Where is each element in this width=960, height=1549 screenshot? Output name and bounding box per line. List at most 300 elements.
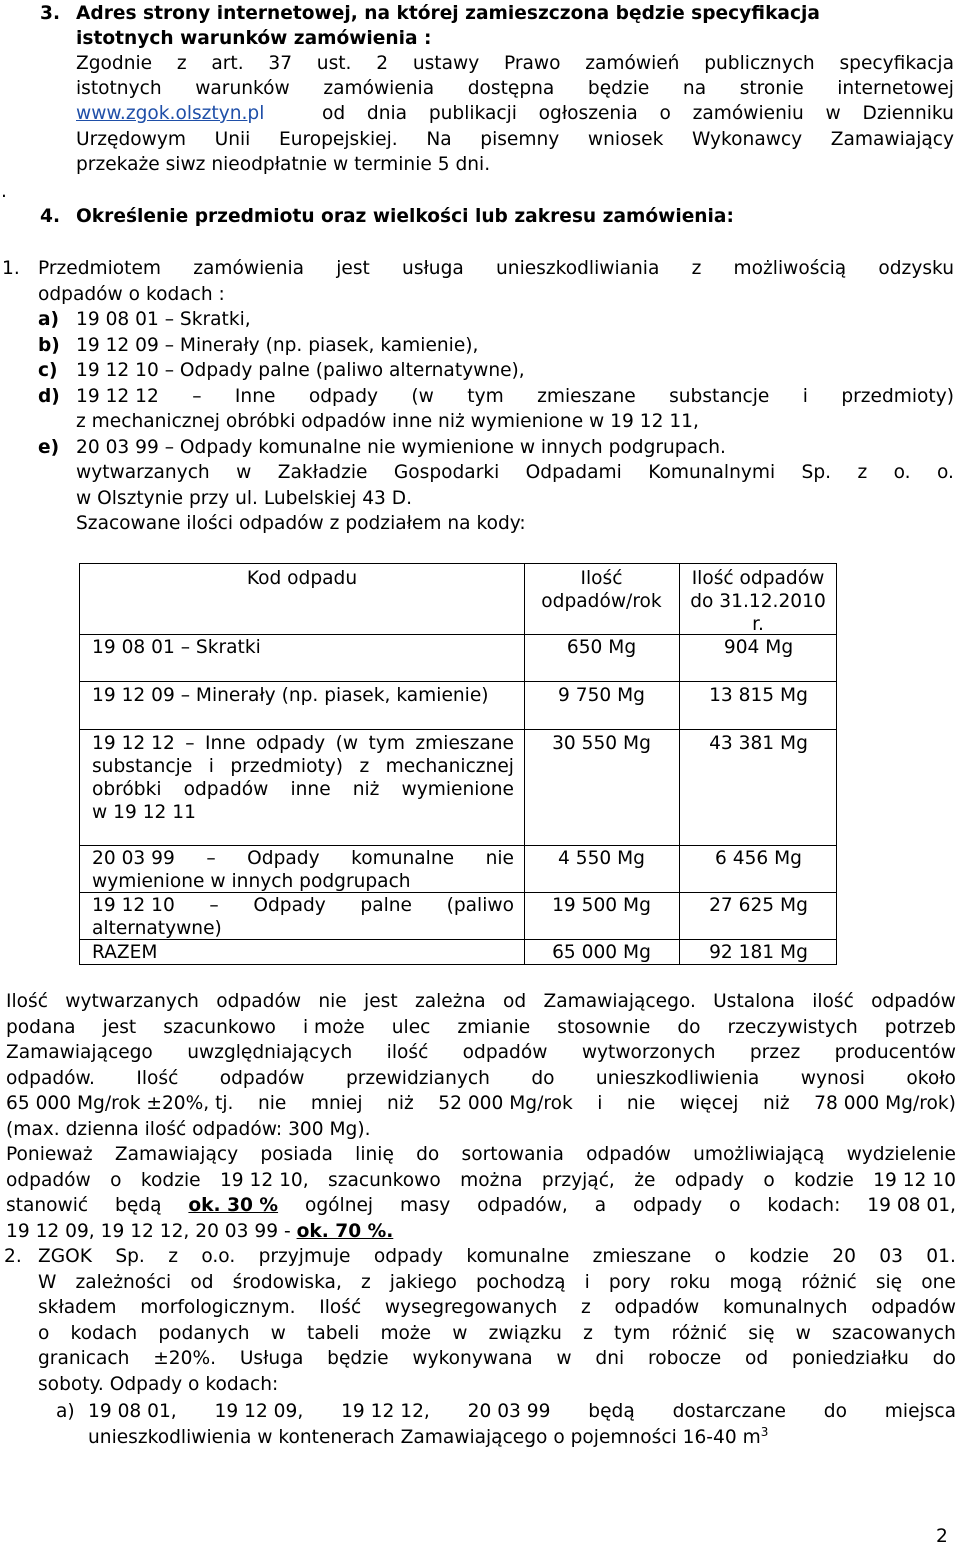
para-1-line6: (max. dzienna ilość odpadów: 300 Mg). <box>6 1119 371 1140</box>
page-number: 2 <box>936 1526 948 1547</box>
word: Ilość <box>136 1068 179 1089</box>
table-header-to-2010: Ilość odpadów do 31.12.2010 r. <box>690 568 826 635</box>
word: się <box>748 1323 775 1344</box>
word: Prawo <box>503 53 561 74</box>
word: odpadów, <box>477 1195 568 1216</box>
section-3-heading-line2: istotnych warunków zamówienia : <box>76 28 432 49</box>
word: 19 08 01, <box>88 1401 177 1422</box>
word: niż <box>387 1093 414 1114</box>
word: podanych <box>158 1323 250 1344</box>
word: z <box>583 1323 593 1344</box>
word: dni <box>595 1348 625 1369</box>
word: Dzienniku <box>862 103 954 124</box>
table-cell-to-2010: 13 815 Mg <box>709 685 808 706</box>
word: sortowania <box>461 1144 564 1165</box>
word: odzysku <box>878 258 954 279</box>
word: – <box>206 848 216 869</box>
word: komunalne <box>351 848 455 869</box>
word: 19 12 10, <box>219 1170 309 1191</box>
word: wytwarzanych <box>76 462 210 483</box>
word: nie <box>485 848 514 869</box>
item-2-number: 2. <box>4 1246 22 1267</box>
word: 2 <box>376 53 389 74</box>
word: (paliwo <box>446 895 514 916</box>
word: o <box>38 1323 50 1344</box>
word: Ponieważ <box>6 1144 93 1165</box>
para-1-line3 <box>6 1041 956 1065</box>
para-2-line2 <box>6 1169 956 1193</box>
word: wytwarzanych <box>65 991 199 1012</box>
item-1-number: 1. <box>2 258 20 279</box>
share-70-percent: ok. 70 %. <box>296 1221 394 1242</box>
word: ZGOK <box>38 1246 92 1267</box>
para-2-line3 <box>6 1194 956 1218</box>
section-3-para-line3 <box>322 102 954 126</box>
section-3-para-line1 <box>76 52 954 76</box>
word: odpady <box>373 1246 443 1267</box>
word: morfologicznym. <box>140 1297 296 1318</box>
word: wydzielenie <box>846 1144 956 1165</box>
word: odpadów <box>871 1297 956 1318</box>
word: o. <box>936 462 954 483</box>
list-d-line1 <box>76 385 954 409</box>
para-2-line4 <box>6 1220 393 1244</box>
word: unieszkodliwienia <box>595 1068 760 1089</box>
para-1-line2 <box>6 1016 956 1040</box>
word: odpadów <box>6 1170 91 1191</box>
word: ulec <box>391 1017 431 1038</box>
word: w <box>452 1323 468 1344</box>
section-3-number: 3. <box>40 3 61 24</box>
list-e-text: 20 03 99 – Odpady komunalne nie wymienione w innych podgrupach. <box>76 437 726 458</box>
word: (w <box>411 386 434 407</box>
word: zamówień <box>585 53 680 74</box>
word: z <box>691 258 702 279</box>
word: jakiego <box>389 1272 457 1293</box>
word: Gospodarki <box>393 462 500 483</box>
table-cell-total-label: RAZEM <box>92 942 158 963</box>
word: komunalne <box>466 1246 570 1267</box>
table-cell-per-year: 30 550 Mg <box>552 733 651 754</box>
word: (w <box>335 733 359 754</box>
word: – <box>185 733 195 754</box>
word: poniedziałku <box>791 1348 909 1369</box>
list-b-text: 19 12 09 – Minerały (np. piasek, kamienie), <box>76 335 479 356</box>
list-d-line2: z mechanicznej obróbki odpadów inne niż wymienione w 19 12 11, <box>76 411 699 432</box>
word: przyjąć, <box>541 1170 615 1191</box>
item-1-line2: odpadów o kodach : <box>38 284 225 305</box>
word: unieszkodliwiania <box>496 258 660 279</box>
word: 01. <box>926 1246 956 1267</box>
word: Sp. <box>115 1246 145 1267</box>
word: na <box>682 78 707 99</box>
word: od <box>190 1272 214 1293</box>
word: zmieszane <box>415 733 514 754</box>
word: pisemny <box>480 129 560 150</box>
word: około <box>906 1068 956 1089</box>
word: 19 12 10 <box>873 1170 956 1191</box>
word: stronie <box>739 78 804 99</box>
item-2-line1 <box>38 1245 956 1269</box>
table-divider <box>80 845 836 846</box>
word: 37 <box>268 53 293 74</box>
list-a-text: 19 08 01 – Skratki, <box>76 309 251 330</box>
word: odpady <box>674 1170 744 1191</box>
word: W <box>38 1272 57 1293</box>
para-2-line1 <box>6 1143 956 1167</box>
word: wymienione <box>401 779 514 800</box>
share-30-percent: ok. 30 % <box>188 1195 279 1216</box>
word: ilość <box>386 1042 429 1063</box>
word: zmieszane <box>537 386 636 407</box>
word: o <box>110 1170 122 1191</box>
word: zmianie <box>457 1017 531 1038</box>
word: zamówieniu <box>692 103 804 124</box>
word: Usługa <box>239 1348 304 1369</box>
codes-text: 19 12 09, 19 12 12, 20 03 99 - <box>6 1221 297 1242</box>
word: Odpady <box>253 895 326 916</box>
word: palne <box>360 895 412 916</box>
word: Inne <box>205 733 246 754</box>
word: odpady <box>308 386 379 407</box>
para-1-line1 <box>6 990 956 1014</box>
list-a-label: a) <box>38 309 60 330</box>
word: z <box>857 462 868 483</box>
word: dnia <box>366 103 408 124</box>
word: wysegregowanych <box>384 1297 558 1318</box>
table-cell-code-line <box>92 778 514 801</box>
word: odpadów <box>219 1068 305 1089</box>
word: zależności <box>75 1272 172 1293</box>
word: odpadów <box>614 1297 700 1318</box>
word: odpadów <box>462 1042 548 1063</box>
word: jest <box>102 1017 137 1038</box>
word: 19 12 12, <box>341 1401 430 1422</box>
word: posiada <box>260 1144 333 1165</box>
word: stosownie <box>557 1017 651 1038</box>
word: w <box>556 1348 572 1369</box>
list-b-label: b) <box>38 335 60 356</box>
word: publicznych <box>704 53 815 74</box>
section-3-heading-line1: Adres strony internetowej, na której zamieszczona będzie specyfikacja <box>76 3 820 24</box>
word: w <box>270 1323 286 1344</box>
word: do <box>823 1401 847 1422</box>
word: umożliwiającą <box>693 1144 825 1165</box>
word: do <box>932 1348 956 1369</box>
word: nie <box>257 1093 287 1114</box>
section-3-para-line4 <box>76 128 954 152</box>
word: specyfikacja <box>839 53 954 74</box>
item-2-line3 <box>38 1296 956 1320</box>
item-2-list-a-line2 <box>88 1426 768 1450</box>
word: Zamawiający <box>114 1144 239 1165</box>
word: tym <box>467 386 504 407</box>
section-3-url-line <box>76 102 264 126</box>
word: szacunkowo <box>163 1017 276 1038</box>
word: dostarczane <box>672 1401 786 1422</box>
word: i <box>584 1272 590 1293</box>
word: Zamawiającego. <box>543 991 696 1012</box>
word: one <box>921 1272 956 1293</box>
word: Zamawiający <box>830 129 954 150</box>
word: podana <box>6 1017 76 1038</box>
word: 19 12 10 <box>92 895 175 916</box>
word: mechanicznej <box>385 756 514 777</box>
word: szacunkowo <box>328 1170 441 1191</box>
estimate-intro: Szacowane ilości odpadów z podziałem na kody: <box>76 513 526 534</box>
word: do <box>416 1144 440 1165</box>
word: wykonywana <box>412 1348 533 1369</box>
section-4-number: 4. <box>40 206 61 227</box>
word: substancje <box>669 386 770 407</box>
word: wynosi <box>800 1068 865 1089</box>
section-4-heading: Określenie przedmiotu oraz wielkości lub zakresu zamówienia: <box>76 206 734 227</box>
website-link-suffix[interactable]: pl <box>247 103 265 124</box>
word: 19 08 01, <box>867 1195 956 1216</box>
word: nie <box>626 1093 656 1114</box>
word: mniej <box>310 1093 363 1114</box>
word: Zgodnie <box>76 53 153 74</box>
word: Sp. <box>801 462 832 483</box>
list-e-label: e) <box>38 437 60 458</box>
word: o <box>729 1195 741 1216</box>
word: Europejskiej. <box>278 129 398 150</box>
table-cell-to-2010: 6 456 Mg <box>715 848 802 869</box>
table-divider <box>80 681 836 682</box>
word: Wykonawcy <box>692 129 803 150</box>
word: wniosek <box>587 129 664 150</box>
word: masy <box>400 1195 451 1216</box>
word: środowiska, <box>232 1272 342 1293</box>
word: Ustalona <box>713 991 795 1012</box>
item-2-line5 <box>38 1347 956 1371</box>
word: art. <box>211 53 244 74</box>
word: z <box>581 1297 591 1318</box>
word: może <box>380 1323 432 1344</box>
word: 19 12 09, <box>214 1401 304 1422</box>
table-cell-total-to-2010: 92 181 Mg <box>709 942 808 963</box>
item-2-list-a-line1 <box>88 1400 956 1424</box>
word: więcej <box>679 1093 739 1114</box>
item-2-line2 <box>38 1271 956 1295</box>
word: Przedmiotem <box>38 258 162 279</box>
word: ilość <box>812 991 854 1012</box>
word: jest <box>336 258 370 279</box>
word: Na <box>426 129 452 150</box>
table-cell-code-line <box>92 755 514 778</box>
word: stanowić <box>6 1195 89 1216</box>
word: 20 <box>832 1246 856 1267</box>
word: tym <box>613 1323 651 1344</box>
word: że <box>634 1170 656 1191</box>
word: 78 000 Mg/rok) <box>814 1093 956 1114</box>
word: od <box>322 103 346 124</box>
table-cell-code-line: wymienione w innych podgrupach <box>92 871 411 892</box>
word: z <box>176 53 187 74</box>
word: o <box>763 1170 775 1191</box>
table-cell-to-2010: 43 381 Mg <box>709 733 808 754</box>
word: inne <box>290 779 331 800</box>
word: w <box>236 462 252 483</box>
item-2-line4 <box>38 1322 956 1346</box>
list-c-label: c) <box>38 360 58 381</box>
word: warunków <box>195 78 290 99</box>
item-2-list-a-label: a) <box>56 1401 75 1422</box>
word: rzeczywistych <box>727 1017 858 1038</box>
word: substancje <box>92 756 193 777</box>
table-cell-code-line <box>92 732 514 755</box>
word: linię <box>355 1144 394 1165</box>
word: zależna <box>414 991 486 1012</box>
word: związku <box>488 1323 562 1344</box>
producer-line1 <box>76 461 954 485</box>
producer-line2: w Olsztynie przy ul. Lubelskiej 43 D. <box>76 488 413 509</box>
word: Zamawiającego <box>6 1042 153 1063</box>
word: publikacji <box>428 103 517 124</box>
word: przez <box>749 1042 801 1063</box>
word: komunalnych <box>722 1297 848 1318</box>
word: różnić <box>671 1323 728 1344</box>
word: tym <box>368 733 405 754</box>
word: Komunalnymi <box>648 462 776 483</box>
word: w <box>795 1323 811 1344</box>
container-text: unieszkodliwienia w kontenerach Zamawiającego o pojemności 16-40 m <box>88 1427 761 1448</box>
word: 20 03 99 <box>467 1401 551 1422</box>
table-header-code: Kod odpadu <box>246 568 358 589</box>
para-1-line5 <box>6 1092 956 1116</box>
word: odpady <box>255 733 326 754</box>
word: pory <box>608 1272 651 1293</box>
item-2-line6: soboty. Odpady o kodach: <box>38 1374 279 1395</box>
word: o <box>714 1246 726 1267</box>
word: dostępna <box>467 78 555 99</box>
cubic-superscript: 3 <box>760 1424 769 1439</box>
para-1-line4 <box>6 1067 956 1091</box>
word: odpadów <box>216 991 302 1012</box>
word: ust. <box>316 53 352 74</box>
word: istotnych <box>76 78 162 99</box>
word: Unii <box>214 129 251 150</box>
word: przedmioty) <box>230 756 343 777</box>
word: niż <box>352 779 380 800</box>
word: – <box>209 895 219 916</box>
word: będzie <box>327 1348 389 1369</box>
word: 52 000 Mg/rok <box>438 1093 573 1114</box>
word: przewidzianych <box>345 1068 490 1089</box>
word: 19 12 12 <box>92 733 175 754</box>
word: roku <box>669 1272 711 1293</box>
word: kodzie <box>794 1170 854 1191</box>
word: kodzie <box>140 1170 201 1191</box>
word: kodzie <box>749 1246 809 1267</box>
word: 65 000 Mg/rok ±20%, tj. <box>6 1093 234 1114</box>
word: z <box>359 756 370 777</box>
word: mogą <box>729 1272 783 1293</box>
word: kodach: <box>767 1195 841 1216</box>
table-cell-code-line: w 19 12 11 <box>92 802 196 823</box>
word: potrzeb <box>884 1017 956 1038</box>
list-c-text: 19 12 10 – Odpady palne (paliwo alternatywne), <box>76 360 525 381</box>
word: miejsca <box>884 1401 956 1422</box>
word: szacowanych <box>832 1323 956 1344</box>
word: granicach <box>38 1348 130 1369</box>
word: zamówienia <box>323 78 435 99</box>
word: od <box>502 991 527 1012</box>
word: Ilość <box>6 991 48 1012</box>
word: ogólnej <box>304 1195 374 1216</box>
word: odpadów. <box>6 1068 95 1089</box>
item-1-line1 <box>38 257 954 281</box>
word: o. <box>893 462 911 483</box>
word: i <box>208 756 214 777</box>
word: a <box>594 1195 607 1216</box>
waste-table <box>79 563 837 965</box>
word: i może <box>302 1017 365 1038</box>
word: wytworzonych <box>581 1042 716 1063</box>
word: Inne <box>234 386 276 407</box>
word: Odpady <box>247 848 320 869</box>
word: pochodzą <box>476 1272 566 1293</box>
table-cell-code-line <box>92 847 514 870</box>
word: przedmioty) <box>841 386 954 407</box>
word: i <box>802 386 808 407</box>
section-3-para-line5: przekaże siwz nieodpłatnie w terminie 5 dni. <box>76 154 491 175</box>
word: możliwością <box>733 258 847 279</box>
word: do <box>531 1068 555 1089</box>
word: Ilość <box>319 1297 362 1318</box>
table-cell-total-per-year: 65 000 Mg <box>552 942 651 963</box>
table-divider <box>679 564 680 964</box>
word: o.o. <box>201 1246 236 1267</box>
word: będą <box>115 1195 162 1216</box>
word: Odpadami <box>525 462 622 483</box>
word: – <box>192 386 202 407</box>
word: zmieszane <box>592 1246 692 1267</box>
word: kodach <box>70 1323 138 1344</box>
word: do <box>677 1017 701 1038</box>
word: producentów <box>834 1042 956 1063</box>
table-cell-per-year: 9 750 Mg <box>558 685 645 706</box>
word: tabeli <box>307 1323 360 1344</box>
table-cell-per-year: 650 Mg <box>566 637 637 658</box>
table-divider <box>80 729 836 730</box>
word: się <box>875 1272 903 1293</box>
table-header-per-year: Ilość odpadów/rok <box>541 568 662 612</box>
word: Urzędowym <box>76 129 186 150</box>
word: i <box>597 1093 603 1114</box>
section-3-para-line2 <box>76 77 954 101</box>
table-cell-to-2010: 904 Mg <box>723 637 794 658</box>
table-cell-to-2010: 27 625 Mg <box>709 895 808 916</box>
word: 19 12 12 <box>76 386 159 407</box>
word: niż <box>762 1093 790 1114</box>
table-cell-code: 19 12 09 – Minerały (np. piasek, kamienie) <box>92 685 489 706</box>
word: odpadów <box>586 1144 671 1165</box>
word: 20 03 99 <box>92 848 175 869</box>
word: odpadów <box>871 991 956 1012</box>
word: będą <box>588 1401 635 1422</box>
list-d-label: d) <box>38 386 60 407</box>
word: można <box>460 1170 523 1191</box>
website-link[interactable]: www.zgok.olsztyn. <box>76 103 248 124</box>
word: od <box>744 1348 769 1369</box>
word: przyjmuje <box>258 1246 351 1267</box>
word: zamówienia <box>193 258 305 279</box>
word: odpadów <box>183 779 269 800</box>
word: ustawy <box>412 53 480 74</box>
stray-dot: . <box>1 181 7 202</box>
word: z <box>360 1272 371 1293</box>
